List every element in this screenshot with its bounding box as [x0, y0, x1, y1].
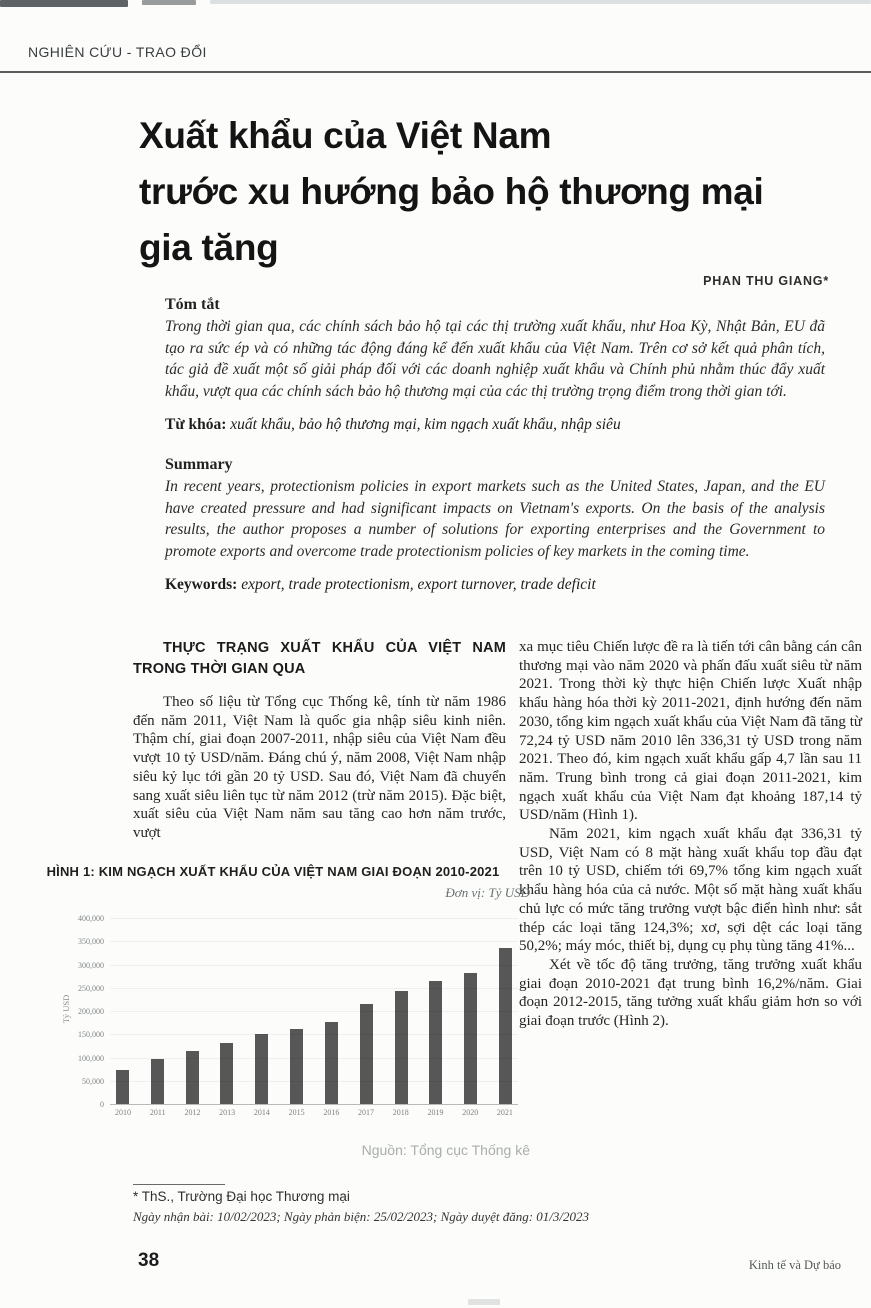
scan-artifact — [142, 0, 196, 5]
bar-2015 — [290, 1029, 303, 1104]
figure-bar-chart — [50, 904, 535, 1156]
abstract-body-vi: Trong thời gian qua, các chính sách bảo hộ tại các thị trường xuất khẩu, như Hoa Kỳ, Nhật Bản, EU đã tạo ra sức ép và có những tác động đáng kể đến xuất khẩu của Việt Nam. Trên cơ sở kết quả phân tích, tác giả đề xuất một số giải pháp đối với các doanh nghiệp xuất khẩu và Chính phủ nhằm thúc đẩy xuất khẩu, vượt qua các chính sách bảo hộ thương mại của các thị trường trọng điểm trong thời gian tới. — [165, 318, 825, 400]
chart-y-axis-title: Tỷ USD — [61, 994, 71, 1024]
x-tick-label: 2021 — [496, 1108, 513, 1117]
gridline — [110, 918, 518, 919]
y-tick-label: 350,000 — [78, 937, 104, 947]
abstract-heading-en: Summary — [165, 456, 233, 473]
body-paragraph: Năm 2021, kim ngạch xuất khẩu đạt 336,31 tỷ USD, Việt Nam có 8 mặt hàng xuất khẩu top đầu đạt trên 10 tỷ USD, chiếm tới 69,7% tổng kim ngạch xuất khẩu hàng hóa của cả nước. Một số mặt hàng xuất khẩu chủ lực có mức tăng trưởng vượt bậc điển hình như: sắt thép các loại tăng 124,3%; xơ, sợi dệt các loại tăng 50,2%; máy móc, thiết bị, dụng cụ phụ tùng tăng 41%... — [519, 826, 862, 955]
footnote-rule — [133, 1184, 225, 1185]
figure-unit-label: Đơn vị: Tỷ USD — [445, 885, 530, 900]
article-title — [139, 108, 839, 276]
y-tick-label: 150,000 — [78, 1030, 104, 1040]
gridline — [110, 1058, 518, 1059]
keywords-en-label: Keywords: — [165, 576, 238, 593]
keywords-vi-text: xuất khẩu, bảo hộ thương mại, kim ngạch xuất khẩu, nhập siêu — [230, 416, 621, 433]
x-tick-label: 2019 — [427, 1108, 444, 1117]
bar-2019 — [429, 981, 442, 1104]
x-tick-label: 2014 — [253, 1108, 270, 1117]
journal-name: Kinh tế và Dự báo — [748, 1258, 841, 1272]
chart-plot — [110, 918, 518, 1105]
scan-artifact — [210, 0, 871, 4]
x-tick-label: 2018 — [392, 1108, 409, 1117]
running-head-section-label: NGHIÊN CỨU - TRAO ĐỔI — [28, 44, 207, 60]
abstract-heading-vi: Tóm tắt — [165, 296, 220, 313]
gridline — [110, 1034, 518, 1035]
bar-2013 — [220, 1043, 233, 1104]
x-tick-label: 2015 — [288, 1108, 305, 1117]
x-tick-label: 2010 — [115, 1108, 131, 1117]
keywords-en-line — [165, 576, 825, 594]
chart-x-axis-ticks — [110, 1108, 518, 1117]
body-paragraph: Theo số liệu từ Tổng cục Thống kê, tính từ năm 1986 đến năm 2011, Việt Nam là quốc gia nhập siêu kinh niên. Thậm chí, giai đoạn 2007-2011, nhập siêu của Việt Nam đều vượt 10 tỷ USD/năm. Đáng chú ý, năm 2008, Việt Nam nhập siêu kỷ lục tới gần 20 tỷ USD. Sau đó, Việt Nam đã chuyển sang xuất siêu liên tục từ năm 2012 (trừ năm 2015). Đặc biệt, xuất siêu của Việt Nam năm sau tăng cao hơn năm trước, vượt — [133, 694, 506, 841]
gridline — [110, 988, 518, 989]
scan-artifact — [468, 1299, 500, 1305]
bar-2018 — [395, 991, 408, 1104]
body-column-right — [519, 638, 862, 1031]
y-tick-label: 400,000 — [78, 914, 104, 923]
gridline — [110, 941, 518, 942]
y-tick-label: 100,000 — [78, 1053, 104, 1063]
body-paragraph: Xét về tốc độ tăng trưởng, tăng trưởng xuất khẩu giai đoạn 2010-2021 đạt trung bình 16,2%/năm. Giai đoạn 2012-2015, tăng tưởng xuất khẩu giảm hơn so với giai đoạn trước (Hình 2). — [519, 956, 862, 1030]
gridline — [110, 965, 518, 966]
bar-2012 — [186, 1051, 199, 1104]
bar-2014 — [255, 1034, 268, 1104]
x-tick-label: 2011 — [149, 1108, 166, 1117]
page-number: 38 — [138, 1250, 160, 1271]
keywords-en-text: export, trade protectionism, export turnover, trade deficit — [241, 576, 596, 593]
footnote-affiliation: * ThS., Trường Đại học Thương mại — [133, 1189, 350, 1204]
figure-source: Nguồn: Tổng cục Thống kê — [361, 1142, 530, 1158]
y-tick-label: 200,000 — [78, 1007, 104, 1016]
body-column-left — [133, 638, 506, 843]
x-tick-label: 2012 — [184, 1108, 201, 1117]
y-tick-label: 250,000 — [78, 983, 104, 993]
scan-artifact — [0, 0, 128, 7]
x-tick-label: 2013 — [219, 1108, 236, 1117]
figure-caption: HÌNH 1: KIM NGẠCH XUẤT KHẨU CỦA VIỆT NAM GIAI ĐOẠN 2010-2021 — [46, 864, 500, 879]
header-rule — [0, 71, 871, 73]
bar-2010 — [116, 1070, 129, 1104]
bar-2020 — [464, 973, 477, 1104]
abstract-body-en: In recent years, protectionism policies in export markets such as the United States, Japan, and the EU have created pressure and had significant impacts on Vietnam's exports. On the basis of the analysis results, the author proposes a number of solutions for exporting enterprises and the Government to promote exports and overcome trade protectionism policies of key markets in the coming time. — [165, 478, 825, 560]
chart-y-axis-ticks — [50, 914, 104, 1109]
y-tick-label: 50,000 — [82, 1076, 104, 1086]
article-title-line-3: gia tăng — [139, 227, 279, 268]
author-name: PHAN THU GIANG* — [703, 274, 829, 288]
footnote-dates: Ngày nhận bài: 10/02/2023; Ngày phản biện: 25/02/2023; Ngày duyệt đăng: 01/3/2023 — [133, 1209, 590, 1224]
gridline — [110, 1011, 518, 1012]
bar-2017 — [360, 1004, 373, 1104]
y-tick-label: 300,000 — [78, 960, 104, 970]
keywords-vi-label: Từ khóa: — [165, 416, 227, 433]
y-tick-label: 0 — [100, 1100, 104, 1109]
gridline — [110, 1081, 518, 1082]
article-title-line-1: Xuất khẩu của Việt Nam — [139, 115, 552, 156]
section-heading: THỰC TRẠNG XUẤT KHẨU CỦA VIỆT NAM TRONG THỜI GIAN QUA — [133, 640, 506, 677]
x-tick-label: 2016 — [323, 1108, 340, 1117]
x-tick-label: 2017 — [358, 1108, 375, 1117]
x-tick-label: 2020 — [462, 1108, 479, 1117]
keywords-vi-line — [165, 416, 825, 434]
abstract-block — [165, 296, 825, 594]
body-paragraph: xa mục tiêu Chiến lược đề ra là tiến tới cân bằng cán cân thương mại vào năm 2020 và phấn đấu xuất siêu từ năm 2021. Trong thời kỳ thực hiện Chiến lược Xuất nhập khẩu hàng hóa thời kỳ 2011-2021, định hướng đến năm 2030, tổng kim ngạch xuất khẩu của Việt Nam đã tăng từ 72,24 tỷ USD năm 2010 lên 336,31 tỷ USD trong năm 2021. Theo đó, kim ngạch xuất khẩu gấp 4,7 lần sau 11 năm. Trung bình trong cả giai đoạn 2011-2021, kim ngạch xuất khẩu của Việt Nam đạt khoảng 187,14 tỷ USD/năm (Hình 1). — [519, 639, 862, 824]
article-title-line-2: trước xu hướng bảo hộ thương mại — [139, 171, 764, 212]
